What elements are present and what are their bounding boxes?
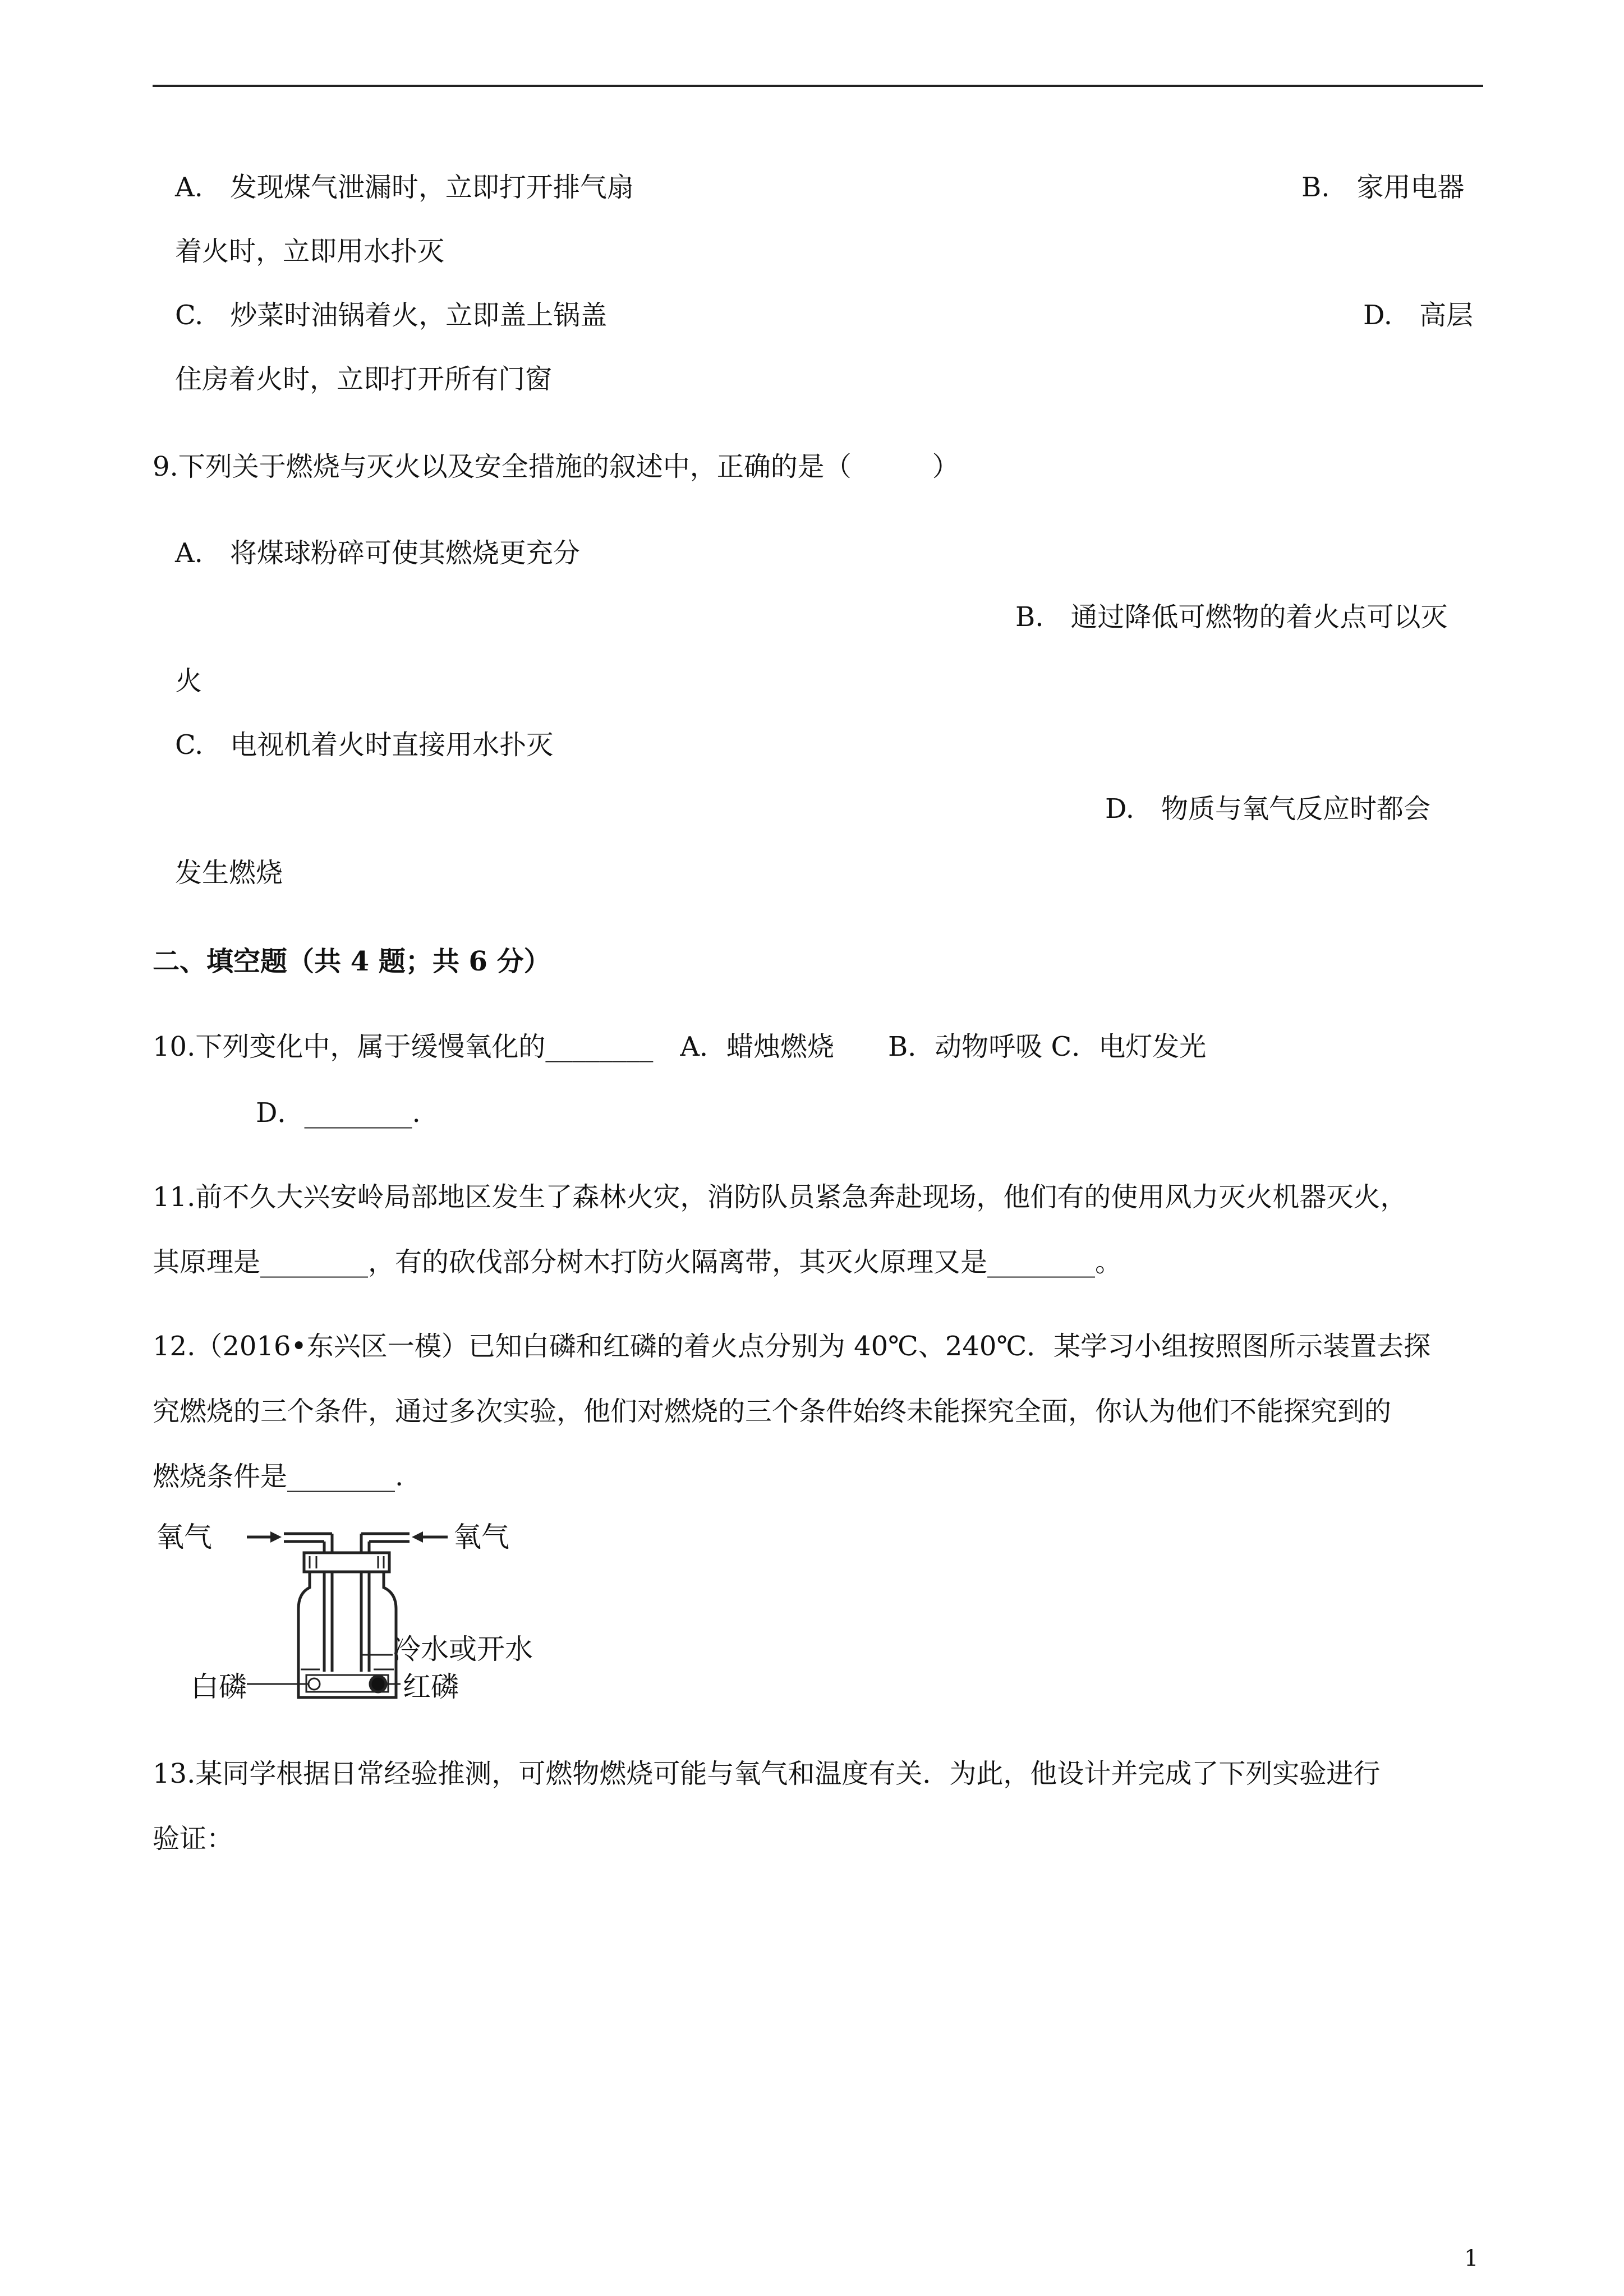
q11-line-1: 11.前不久大兴安岭局部地区发生了森林火灾，消防队员紧急奔赴现场，他们有的使用风力灭火机器灭火， (153, 1181, 1407, 1213)
arrow-head-left (270, 1531, 282, 1543)
q11-line-2: 其原理是________，有的砍伐部分树木打防火隔离带，其灭火原理又是________。 (153, 1246, 1122, 1278)
figure-white-phosphorus-label: 白磷 (191, 1671, 247, 1703)
q12-line-2: 究燃烧的三个条件，通过多次实验，他们对燃烧的三个条件始终未能探究全面，你认为他们不能探究到的 (153, 1396, 1392, 1427)
q9-option-a: A. 将煤球粉碎可使其燃烧更充分 (175, 537, 580, 569)
header-rule (153, 85, 1483, 87)
section-title: 二、填空题（共 4 题；共 6 分） (153, 946, 551, 977)
q8-option-c: C. 炒菜时油锅着火，立即盖上锅盖 (175, 300, 608, 331)
figure-oxygen-right-label: 氧气 (453, 1521, 509, 1553)
q8-option-b-head: B. 家用电器 (1301, 172, 1465, 203)
q12-line-3: 燃烧条件是________. (153, 1461, 404, 1492)
q9-option-d-tail: 发生燃烧 (175, 857, 283, 889)
q9-option-b-head: B. 通过降低可燃物的着火点可以灭 (1015, 601, 1448, 633)
q10-line-2: D．________. (256, 1097, 421, 1129)
q12-line-1: 12.（2016•东兴区一模）已知白磷和红磷的着火点分别为 40℃、240℃．某学习小组按照图所示装置去探 (153, 1331, 1431, 1362)
q9-option-b-tail: 火 (175, 665, 203, 697)
q13-line-1: 13.某同学根据日常经验推测，可燃物燃烧可能与氧气和温度有关．为此，他设计并完成了下列实验进行 (153, 1758, 1381, 1789)
apparatus-diagram (151, 1509, 578, 1711)
red-phosphorus (370, 1676, 386, 1692)
q8-option-d-head: D. 高层 (1363, 300, 1474, 331)
q9-option-d-head: D. 物质与氧气反应时都会 (1105, 793, 1431, 825)
q8-option-d-tail: 住房着火时，立即打开所有门窗 (175, 364, 553, 395)
q9-option-c: C. 电视机着火时直接用水扑灭 (175, 729, 554, 761)
q10-line-1: 10.下列变化中，属于缓慢氧化的________ A．蜡烛燃烧 B．动物呼吸 C．电灯发光 (153, 1031, 1207, 1062)
q8-option-a: A. 发现煤气泄漏时，立即打开排气扇 (175, 172, 634, 203)
q9-stem: 9.下列关于燃烧与灭火以及安全措施的叙述中，正确的是（ ） (153, 451, 959, 482)
white-phosphorus (309, 1678, 320, 1690)
figure-water-label: 冷水或开水 (393, 1633, 533, 1665)
arrow-head-right (412, 1531, 423, 1543)
q8-option-b-tail: 着火时，立即用水扑灭 (175, 236, 445, 267)
figure-oxygen-left-label: 氧气 (156, 1521, 212, 1553)
page-number: 1 (1464, 2246, 1479, 2271)
figure-red-phosphorus-label: 红磷 (403, 1671, 459, 1703)
q13-line-2: 验证： (153, 1823, 234, 1855)
